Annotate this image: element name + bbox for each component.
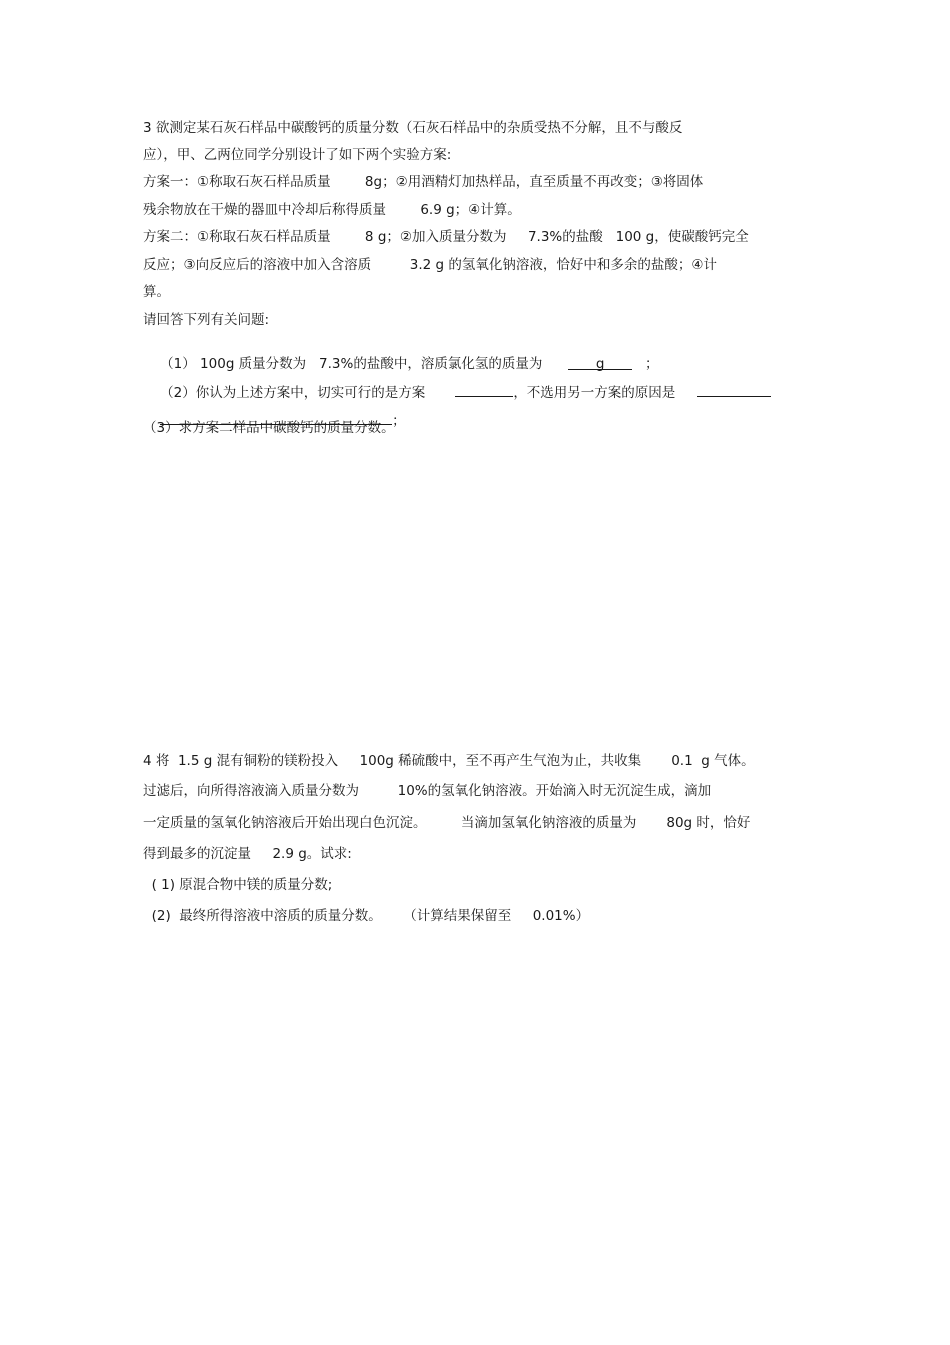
q3-sub2-text: （2）你认为上述方案中，切实可行的是方案: [160, 385, 456, 401]
q3-plan-two-line-1: 方案二：①称取石灰石样品质量 8 g；②加入质量分数为 7.3%的盐酸 100 g，使碳酸钙完全: [143, 229, 749, 245]
q3-plan-two-line-2: 反应；③向反应后的溶液中加入含溶质 3.2 g 的氢氧化钠溶液，恰好中和多余的盐酸；④计: [143, 257, 717, 273]
q4-subquestion-1: ( 1) 原混合物中镁的质量分数;: [143, 877, 333, 893]
q3-sub2-end: ；: [392, 413, 406, 429]
q3-instruction: 请回答下列有关问题:: [143, 312, 270, 328]
q3-sub2-reason-blank-1[interactable]: [697, 382, 771, 397]
q3-plan-two-line-3: 算。: [143, 284, 170, 300]
q3-sub2-plan-blank[interactable]: [455, 382, 513, 397]
q3-sub2-reason-text: ，不选用另一方案的原因是: [513, 385, 697, 401]
q4-line-3: 一定质量的氢氧化钠溶液后开始出现白色沉淀。 当滴加氢氧化钠溶液的质量为 80g 时，恰好: [143, 815, 751, 831]
q4-subquestion-2: (2) 最终所得溶液中溶质的质量分数。 （计算结果保留至 0.01%）: [143, 908, 590, 924]
q3-line-1: 3 欲测定某石灰石样品中碳酸钙的质量分数（石灰石样品中的杂质受热不分解，且不与酸反: [143, 120, 683, 136]
q4-line-2: 过滤后，向所得溶液滴入质量分数为 10%的氢氧化钠溶液。开始滴入时无沉淀生成，滴加: [143, 783, 712, 799]
q3-line-2: 应），甲、乙两位同学分别设计了如下两个实验方案:: [143, 147, 452, 163]
q3-sub1-end: ；: [632, 356, 659, 372]
q3-plan-one-line-1: 方案一：①称取石灰石样品质量 8g；②用酒精灯加热样品，直至质量不再改变；③将固体: [143, 174, 704, 190]
q4-line-4: 得到最多的沉淀量 2.9 g。试求:: [143, 846, 352, 862]
q4-line-1: 4 将 1.5 g 混有铜粉的镁粉投入 100g 稀硫酸中，至不再产生气泡为止，共收集 0.1 g 气体。: [143, 753, 755, 769]
q3-sub1-text: （1） 100g 质量分数为 7.3%的盐酸中，溶质氯化氢的质量为: [160, 356, 569, 372]
q3-subquestion-3: （3）求方案二样品中碳酸钙的质量分数。: [143, 420, 395, 436]
q3-plan-one-line-2: 残余物放在干燥的器皿中冷却后称得质量 6.9 g；④计算。: [143, 202, 521, 218]
q3-sub1-answer-blank[interactable]: g: [568, 355, 632, 370]
